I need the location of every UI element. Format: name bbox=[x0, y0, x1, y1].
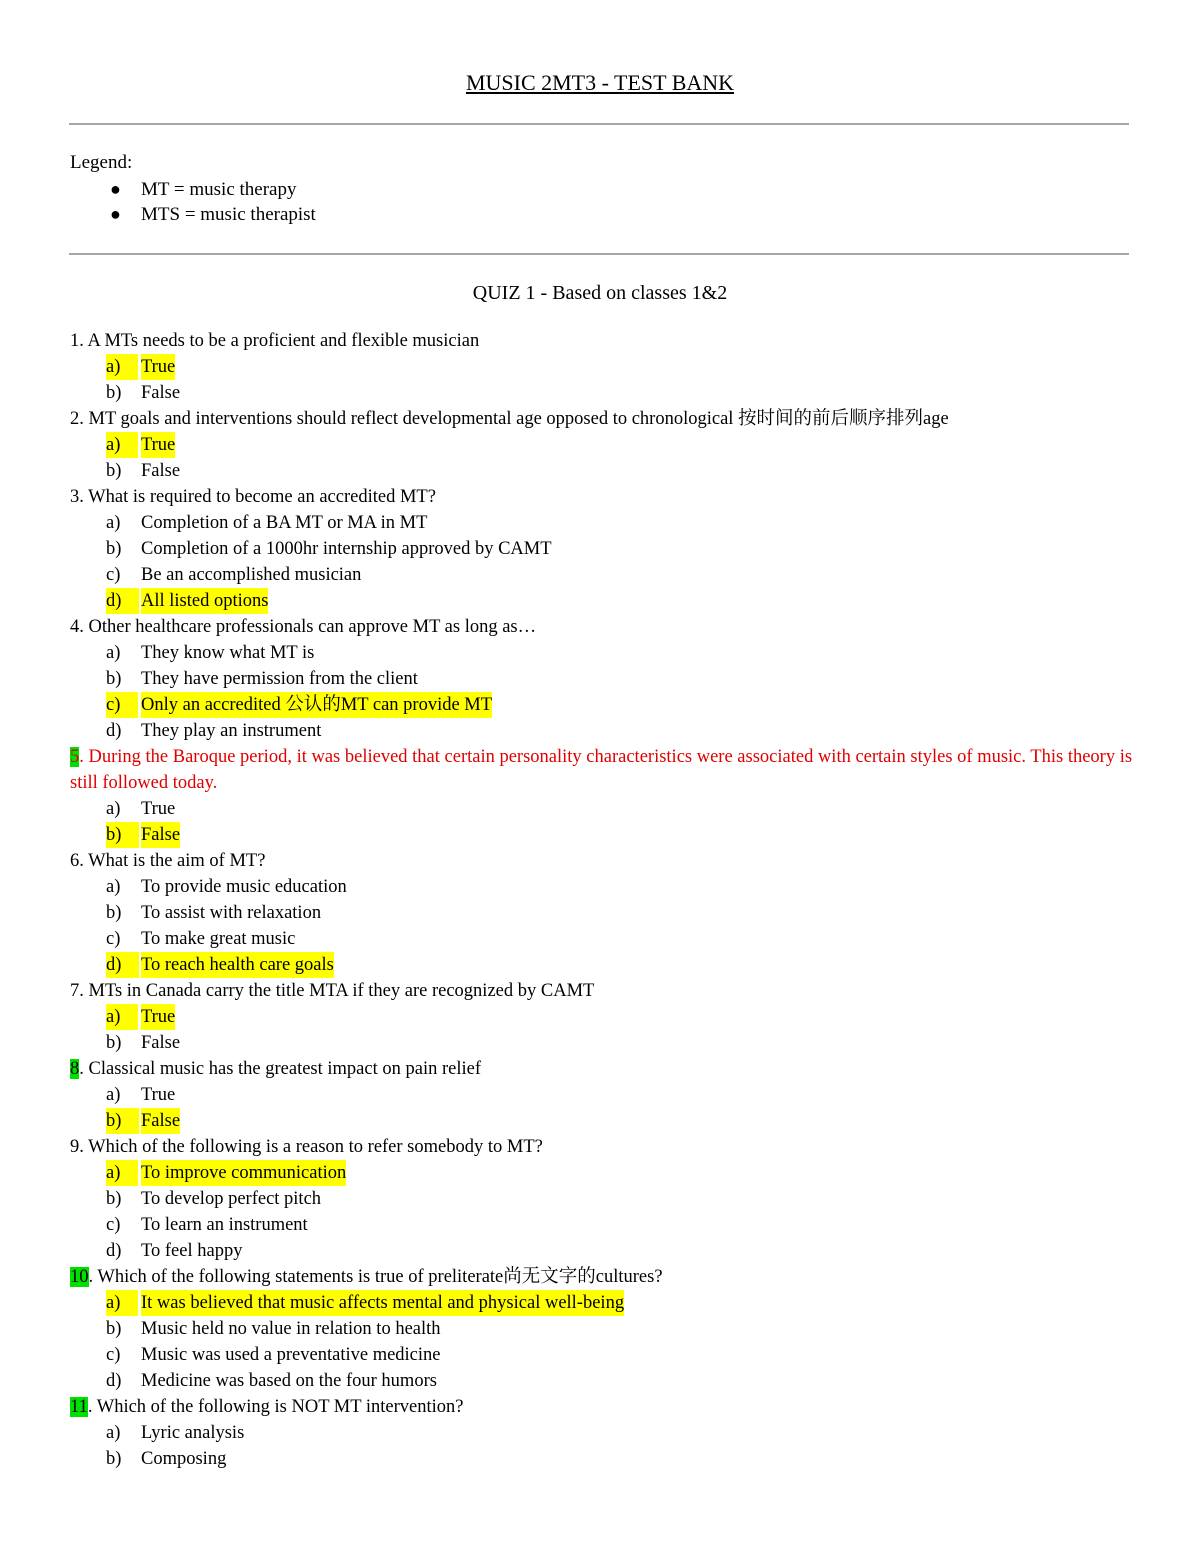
question-text: . What is the aim of MT? bbox=[79, 851, 266, 871]
page-title: MUSIC 2MT3 - TEST BANK bbox=[465, 70, 735, 95]
answer-option bbox=[70, 562, 1140, 588]
option-letter: b) bbox=[106, 461, 122, 481]
option-letter: a) bbox=[106, 1423, 121, 1443]
option-letter: a) bbox=[106, 354, 138, 380]
option-letter: a) bbox=[106, 799, 121, 819]
answer-option bbox=[70, 588, 1140, 614]
option-text: Music held no value in relation to health bbox=[141, 1319, 441, 1339]
question-9 bbox=[70, 1134, 1140, 1160]
question-text: . Which of the following is a reason to refer somebody to MT? bbox=[79, 1137, 543, 1157]
option-letter: d) bbox=[106, 1371, 122, 1391]
question-11 bbox=[70, 1394, 1140, 1420]
option-text: Be an accomplished musician bbox=[141, 565, 362, 585]
option-text: Medicine was based on the four humors bbox=[141, 1371, 437, 1391]
answer-option bbox=[70, 1004, 1140, 1030]
question-7 bbox=[70, 978, 1140, 1004]
question-number: 9 bbox=[70, 1137, 80, 1157]
option-text: Composing bbox=[141, 1449, 227, 1469]
question-number: 4 bbox=[70, 617, 80, 637]
answer-option bbox=[70, 926, 1140, 952]
option-text: To assist with relaxation bbox=[141, 903, 322, 923]
answer-option bbox=[70, 536, 1140, 562]
option-text: False bbox=[141, 383, 181, 403]
option-text-highlighted: All listed options bbox=[141, 588, 268, 614]
answer-option bbox=[70, 458, 1140, 484]
option-text-highlighted: To reach health care goals bbox=[141, 952, 334, 978]
question-number: 8 bbox=[70, 1059, 80, 1079]
option-letter: c) bbox=[106, 1215, 121, 1235]
question-3 bbox=[70, 484, 1140, 510]
option-letter: a) bbox=[106, 877, 121, 897]
option-text: True bbox=[141, 1085, 176, 1105]
answer-option bbox=[70, 718, 1140, 744]
option-text-highlighted: False bbox=[141, 822, 180, 848]
question-number: 10 bbox=[70, 1267, 89, 1287]
question-number: 5 bbox=[70, 747, 80, 767]
answer-option bbox=[70, 1160, 1140, 1186]
answer-option bbox=[70, 952, 1140, 978]
question-text: . A MTs needs to be a proficient and flexible musician bbox=[79, 331, 480, 351]
option-text: They play an instrument bbox=[141, 721, 322, 741]
option-letter: d) bbox=[106, 1241, 122, 1261]
answer-option bbox=[70, 874, 1140, 900]
question-text: . Which of the following statements is true of preliterate尚无文字的cultures? bbox=[88, 1267, 663, 1287]
option-text-highlighted: False bbox=[141, 1108, 180, 1134]
answer-option bbox=[70, 1108, 1140, 1134]
option-text: True bbox=[141, 799, 176, 819]
answer-option bbox=[70, 640, 1140, 666]
option-letter: a) bbox=[106, 432, 138, 458]
option-text-highlighted: To improve communication bbox=[141, 1160, 346, 1186]
question-4 bbox=[70, 614, 1140, 640]
question-text: . Which of the following is NOT MT intervention? bbox=[87, 1397, 464, 1417]
option-text-highlighted: Only an accredited 公认的MT can provide MT bbox=[141, 692, 492, 718]
option-letter: b) bbox=[106, 539, 122, 559]
option-letter: c) bbox=[106, 565, 121, 585]
answer-option bbox=[70, 1368, 1140, 1394]
question-text: . MT goals and interventions should reflect developmental age opposed to chronological 按时间的前后顺序排列age bbox=[79, 409, 949, 429]
option-letter: d) bbox=[106, 721, 122, 741]
question-text: . During the Baroque period, it was believed that certain personality characteristics were associated with certain styles of music. This theory is still followed today. bbox=[70, 747, 1133, 793]
divider-bottom bbox=[69, 253, 1129, 255]
option-text: Music was used a preventative medicine bbox=[141, 1345, 441, 1365]
option-text: They have permission from the client bbox=[141, 669, 418, 689]
option-text: To provide music education bbox=[141, 877, 347, 897]
question-number: 1 bbox=[70, 331, 80, 351]
option-letter: b) bbox=[106, 1449, 122, 1469]
option-letter: b) bbox=[106, 1033, 122, 1053]
option-letter: b) bbox=[106, 903, 122, 923]
question-list bbox=[70, 328, 1140, 1472]
option-letter: a) bbox=[106, 1085, 121, 1105]
question-10 bbox=[70, 1264, 1140, 1290]
option-text: Lyric analysis bbox=[141, 1423, 245, 1443]
bullet-icon: ● bbox=[110, 204, 121, 224]
option-text: To make great music bbox=[141, 929, 296, 949]
answer-option bbox=[70, 1290, 1140, 1316]
answer-option bbox=[70, 692, 1140, 718]
option-text: They know what MT is bbox=[141, 643, 315, 663]
question-text: . MTs in Canada carry the title MTA if they are recognized by CAMT bbox=[79, 981, 595, 1001]
option-letter: a) bbox=[106, 1160, 138, 1186]
option-text: False bbox=[141, 1033, 181, 1053]
question-number: 3 bbox=[70, 487, 80, 507]
answer-option bbox=[70, 1186, 1140, 1212]
answer-option bbox=[70, 1420, 1140, 1446]
option-text: Completion of a 1000hr internship approved by CAMT bbox=[141, 539, 552, 559]
option-letter: a) bbox=[106, 643, 121, 663]
option-text: False bbox=[141, 461, 181, 481]
question-number: 2 bbox=[70, 409, 80, 429]
option-text: To learn an instrument bbox=[141, 1215, 308, 1235]
legend-item-text: MTS = music therapist bbox=[141, 204, 316, 225]
option-letter: c) bbox=[106, 1345, 121, 1365]
option-text: To feel happy bbox=[141, 1241, 243, 1261]
option-letter: c) bbox=[106, 929, 121, 949]
answer-option bbox=[70, 1342, 1140, 1368]
option-text-highlighted: True bbox=[141, 1004, 175, 1030]
answer-option bbox=[70, 822, 1140, 848]
option-letter: d) bbox=[106, 588, 139, 614]
option-letter: b) bbox=[106, 383, 122, 403]
option-text-highlighted: It was believed that music affects mental and physical well-being bbox=[141, 1290, 624, 1316]
answer-option bbox=[70, 1316, 1140, 1342]
answer-option bbox=[70, 1030, 1140, 1056]
answer-option bbox=[70, 1082, 1140, 1108]
question-text: . Other healthcare professionals can approve MT as long as… bbox=[79, 617, 537, 637]
option-letter: b) bbox=[106, 1108, 139, 1134]
option-letter: b) bbox=[106, 822, 139, 848]
option-letter: b) bbox=[106, 669, 122, 689]
option-letter: d) bbox=[106, 952, 139, 978]
answer-option bbox=[70, 432, 1140, 458]
answer-option bbox=[70, 1446, 1140, 1472]
option-letter: a) bbox=[106, 1290, 138, 1316]
question-8 bbox=[70, 1056, 1140, 1082]
question-5 bbox=[70, 744, 1140, 796]
question-text: . What is required to become an accredited MT? bbox=[79, 487, 436, 507]
answer-option bbox=[70, 900, 1140, 926]
question-1 bbox=[70, 328, 1140, 354]
quiz-title: QUIZ 1 - Based on classes 1&2 bbox=[472, 282, 728, 304]
legend-label: Legend: bbox=[70, 152, 133, 173]
option-text: Completion of a BA MT or MA in MT bbox=[141, 513, 428, 533]
answer-option bbox=[70, 1238, 1140, 1264]
question-number: 6 bbox=[70, 851, 80, 871]
option-letter: b) bbox=[106, 1189, 122, 1209]
option-text-highlighted: True bbox=[141, 432, 175, 458]
question-6 bbox=[70, 848, 1140, 874]
answer-option bbox=[70, 354, 1140, 380]
answer-option bbox=[70, 510, 1140, 536]
option-letter: a) bbox=[106, 1004, 138, 1030]
question-number: 7 bbox=[70, 981, 80, 1001]
option-text: To develop perfect pitch bbox=[141, 1189, 322, 1209]
option-text-highlighted: True bbox=[141, 354, 175, 380]
answer-option bbox=[70, 666, 1140, 692]
question-text: . Classical music has the greatest impact on pain relief bbox=[79, 1059, 481, 1079]
divider-top bbox=[69, 123, 1129, 125]
answer-option bbox=[70, 796, 1140, 822]
legend-item-text: MT = music therapy bbox=[141, 179, 297, 200]
option-letter: b) bbox=[106, 1319, 122, 1339]
answer-option bbox=[70, 380, 1140, 406]
option-letter: c) bbox=[106, 692, 138, 718]
answer-option bbox=[70, 1212, 1140, 1238]
bullet-icon: ● bbox=[110, 179, 121, 199]
option-letter: a) bbox=[106, 513, 121, 533]
question-number: 11 bbox=[70, 1397, 88, 1417]
question-2 bbox=[70, 406, 1140, 432]
